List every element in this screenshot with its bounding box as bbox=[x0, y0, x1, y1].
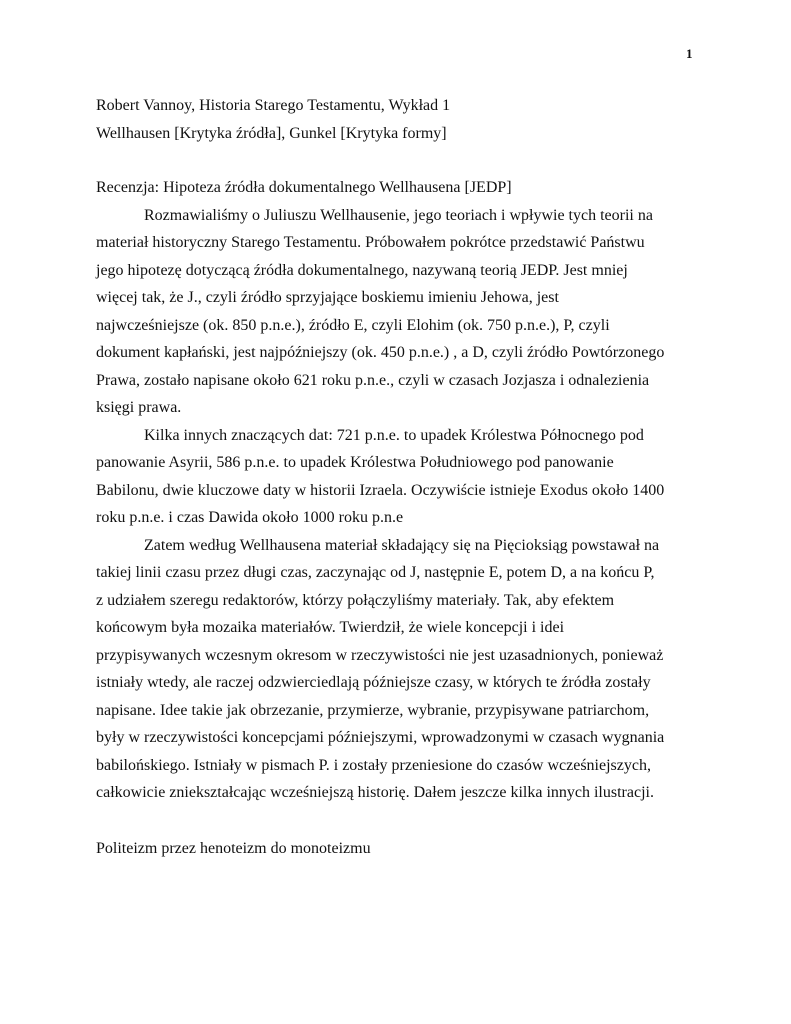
paragraph-line: Babilonu, dwie kluczowe daty w historii Izraela. Oczywiście istnieje Exodus około 1400 bbox=[96, 481, 665, 499]
document-body bbox=[96, 92, 696, 862]
paragraph-line: przypisywanych wczesnym okresom w rzeczywistości nie jest uzasadnionych, ponieważ bbox=[96, 646, 664, 664]
page-number: 1 bbox=[686, 46, 693, 61]
paragraph-line: Kilka innych znaczących dat: 721 p.n.e. to upadek Królestwa Północnego pod bbox=[144, 426, 644, 444]
paragraph-line: Prawa, zostało napisane około 621 roku p.n.e., czyli w czasach Jozjasza i odnalezienia bbox=[96, 371, 650, 389]
paragraph-line: Rozmawialiśmy o Juliuszu Wellhausenie, jego teoriach i wpływie tych teorii na bbox=[144, 206, 653, 224]
paragraph-line: istniały wtedy, ale raczej odzwierciedlają późniejsze czasy, w których te źródła zostały bbox=[96, 674, 651, 691]
paragraph-line: końcowym była mozaika materiałów. Twierdził, że wiele koncepcji i idei bbox=[96, 619, 565, 636]
paragraph-line: babilońskiego. Istniały w pismach P. i zostały przeniesione do czasów wcześniejszych, bbox=[96, 756, 651, 774]
header-subtitle-line bbox=[96, 120, 696, 148]
paragraph-line: były w rzeczywistości koncepcjami późniejszymi, wprowadzonymi w czasach wygnania bbox=[96, 729, 665, 746]
paragraph-line: najwcześniejsze (ok. 850 p.n.e.), źródło E, czyli Elohim (ok. 750 p.n.e.), P, czyli bbox=[96, 316, 610, 334]
paragraph-line: z udziałem szeregu redaktorów, którzy połączyliśmy materiały. Tak, aby efektem bbox=[96, 591, 615, 609]
paragraph-line: roku p.n.e. i czas Dawida około 1000 roku p.n.e bbox=[96, 509, 404, 526]
paragraph-line: jego hipotezę dotyczącą źródła dokumentalnego, nazywaną teorią JEDP. Jest mniej bbox=[96, 261, 628, 279]
paragraph-line: takiej linii czasu przez długi czas, zaczynając od J, następnie E, potem D, a na końcu P, bbox=[96, 564, 655, 581]
header-title-line bbox=[96, 92, 696, 120]
paragraph-3 bbox=[96, 532, 696, 807]
section-heading bbox=[96, 835, 696, 863]
paragraph-line: Zatem według Wellhausena materiał składający się na Pięcioksiąg powstawał na bbox=[144, 536, 660, 554]
paragraph-line: dokument kapłański, jest najpóźniejszy (ok. 450 p.n.e.) , a D, czyli źródło Powtórzonego bbox=[96, 344, 665, 361]
spacer bbox=[96, 147, 696, 174]
paragraph-line: napisane. Idee takie jak obrzezanie, przymierze, wybranie, przypisywane patriarchom, bbox=[96, 701, 650, 719]
paragraph-line: materiał historyczny Starego Testamentu. Próbowałem pokrótce przedstawić Państwu bbox=[96, 234, 645, 251]
paragraph-line: panowanie Asyrii, 586 p.n.e. to upadek Królestwa Południowego pod panowanie bbox=[96, 454, 614, 471]
paragraph-line: księgi prawa. bbox=[96, 399, 182, 416]
lecture-title: Robert Vannoy, Historia Starego Testamentu, Wykład 1 bbox=[96, 97, 451, 114]
paragraph-2 bbox=[96, 422, 696, 532]
section-heading bbox=[96, 174, 696, 202]
section-heading-text: Recenzja: Hipoteza źródła dokumentalnego Wellhausena [JEDP] bbox=[96, 179, 512, 196]
paragraph-line: całkowicie zniekształcając wcześniejszą historię. Dałem jeszcze kilka innych ilustracji. bbox=[96, 784, 654, 801]
lecture-subtitle: Wellhausen [Krytyka źródła], Gunkel [Krytyka formy] bbox=[96, 124, 447, 142]
spacer bbox=[96, 807, 696, 835]
paragraph-line: więcej tak, że J., czyli źródło sprzyjające boskiemu imieniu Jehowa, jest bbox=[96, 289, 559, 306]
paragraph-1 bbox=[96, 202, 696, 422]
section-heading-text: Politeizm przez henoteizm do monoteizmu bbox=[96, 839, 371, 857]
